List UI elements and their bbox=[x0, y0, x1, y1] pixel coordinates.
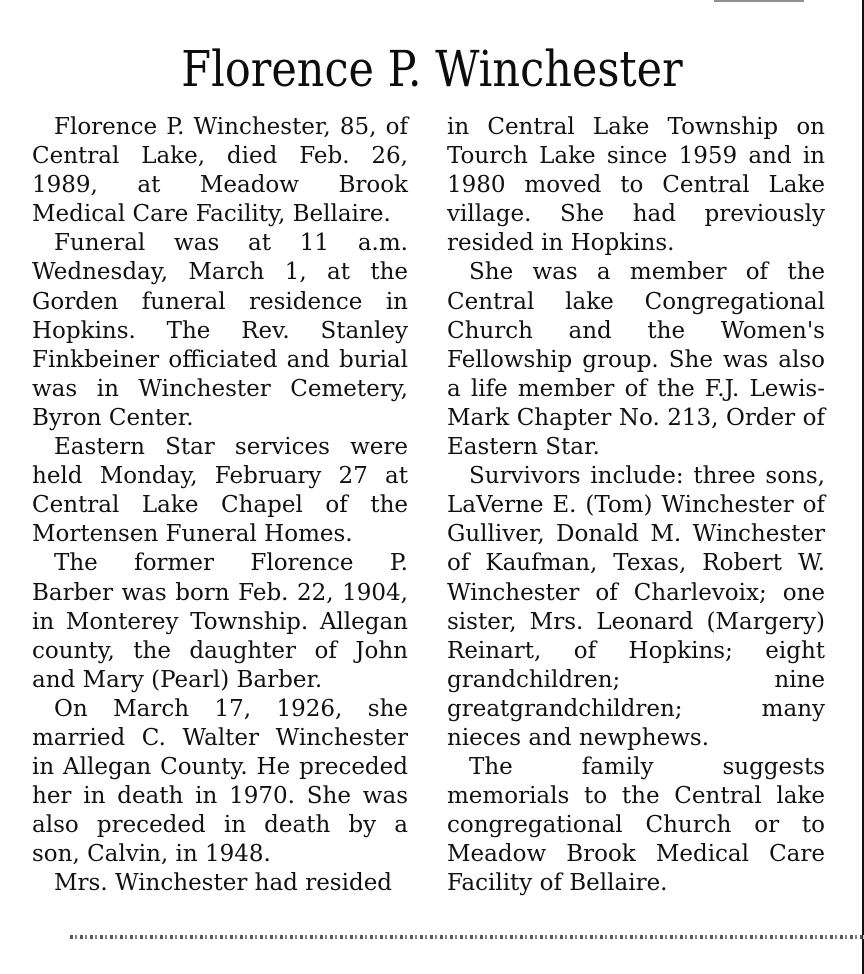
paragraph-residence-continued: in Central Lake Township on Tourch Lake since 1959 and in 1980 moved to Central Lake village. She had previously resided in Hopkins. bbox=[447, 114, 825, 257]
paragraph-marriage: On March 17, 1926, she married C. Walter Winchester in Allegan County. He preceded her in death in 1970. She was also preceded in death by a son, Calvin, in 1948. bbox=[32, 695, 408, 868]
paragraph-birth: The former Florence P. Barber was born Feb. 22, 1904, in Monterey Township. Allegan county, the daughter of John and Mary (Pearl) Barber. bbox=[32, 550, 408, 693]
paragraph-memberships: She was a member of the Central lake Congregational Church and the Women's Fellowship group. She was also a life member of the F.J. Lewis-Mark Chapter No. 213, Order of Eastern Star. bbox=[447, 259, 825, 461]
paragraph-funeral: Funeral was at 11 a.m. Wednesday, March 1, at the Gorden funeral residence in Hopkins. The Rev. Stanley Finkbeiner officiated and burial was in Winchester Cemetery, Byron Center. bbox=[32, 230, 408, 431]
obituary-headline: Florence P. Winchester bbox=[181, 40, 683, 98]
bottom-rule bbox=[70, 935, 864, 939]
left-column bbox=[32, 113, 408, 899]
paragraph-eastern-star: Eastern Star services were held Monday, February 27 at Central Lake Chapel of the Mortensen Funeral Homes. bbox=[32, 434, 408, 548]
paragraph-residence-start: Mrs. Winchester had resided bbox=[54, 870, 393, 897]
clipping-edge-mark bbox=[714, 0, 804, 8]
paragraph-survivors: Survivors include: three sons, LaVerne E. (Tom) Winchester of Gulliver, Donald M. Winchester of Kaufman, Texas, Robert W. Winchester of Charlevoix; one sister, Mrs. Leonard (Margery) Reinart, of Hopkins; eight grandchildren; nine greatgrandchildren; many nieces and newphews. bbox=[447, 463, 825, 751]
paragraph-death-notice: Florence P. Winchester, 85, of Central Lake, died Feb. 26, 1989, at Meadow Brook Medical Care Facility, Bellaire. bbox=[32, 114, 408, 228]
paragraph-memorials: The family suggests memorials to the Central lake congregational Church or to Meadow Brook Medical Care Facility of Bellaire. bbox=[447, 754, 825, 897]
right-column bbox=[447, 113, 825, 899]
